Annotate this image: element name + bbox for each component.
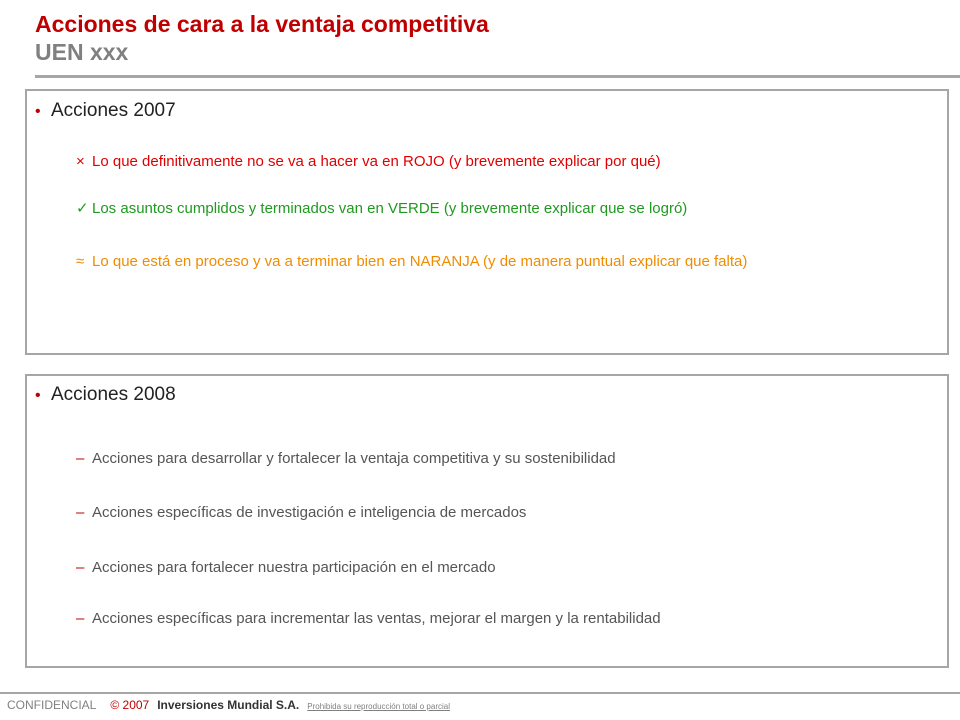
confidential-label: CONFIDENCIAL bbox=[7, 698, 97, 712]
page-title: Acciones de cara a la ventaja competitiva bbox=[35, 11, 489, 37]
title-block bbox=[35, 10, 489, 66]
cross-icon: × bbox=[76, 153, 85, 170]
dash-icon: – bbox=[76, 559, 85, 576]
panel-2008 bbox=[25, 374, 949, 668]
list-item-text: Lo que está en proceso y va a terminar bien en NARANJA (y de manera puntual explicar que falta) bbox=[92, 253, 748, 270]
check-icon: ✓ bbox=[76, 200, 89, 217]
panel-2007-heading bbox=[35, 100, 176, 123]
list-item bbox=[76, 504, 526, 522]
copyright-label: © 2007 bbox=[110, 698, 150, 712]
bullet-icon: • bbox=[35, 103, 41, 120]
list-item-text: Acciones específicas de investigación e inteligencia de mercados bbox=[92, 504, 527, 521]
list-item-text: Lo que definitivamente no se va a hacer va en ROJO (y brevemente explicar por qué) bbox=[92, 153, 661, 170]
list-item-text: Acciones para desarrollar y fortalecer la ventaja competitiva y su sostenibilidad bbox=[92, 450, 616, 467]
company-name: Inversiones Mundial S.A. bbox=[157, 698, 300, 712]
panel-2008-title: Acciones 2008 bbox=[51, 384, 176, 405]
list-item-orange bbox=[76, 253, 747, 271]
page-subtitle: UEN xxx bbox=[35, 39, 129, 65]
legal-notice: Prohibida su reproducción total o parcial bbox=[307, 702, 450, 711]
list-item bbox=[76, 610, 661, 628]
list-item-red bbox=[76, 153, 661, 171]
footer-divider bbox=[0, 692, 960, 694]
dash-icon: – bbox=[76, 610, 85, 627]
panel-2007 bbox=[25, 89, 949, 355]
dash-icon: – bbox=[76, 450, 85, 467]
list-item-text: Acciones para fortalecer nuestra participación en el mercado bbox=[92, 559, 496, 576]
footer bbox=[7, 698, 450, 714]
list-item bbox=[76, 559, 496, 577]
list-item bbox=[76, 450, 616, 468]
bullet-icon: • bbox=[35, 387, 41, 404]
dash-icon: – bbox=[76, 504, 85, 521]
title-divider bbox=[35, 75, 960, 78]
panel-2007-title: Acciones 2007 bbox=[51, 100, 176, 121]
list-item-text: Los asuntos cumplidos y terminados van en VERDE (y brevemente explicar que se logró) bbox=[92, 200, 688, 217]
list-item-text: Acciones específicas para incrementar las ventas, mejorar el margen y la rentabilidad bbox=[92, 610, 661, 627]
panel-2008-heading bbox=[35, 384, 176, 407]
approx-icon: ≈ bbox=[76, 253, 85, 270]
list-item-green bbox=[76, 200, 687, 218]
